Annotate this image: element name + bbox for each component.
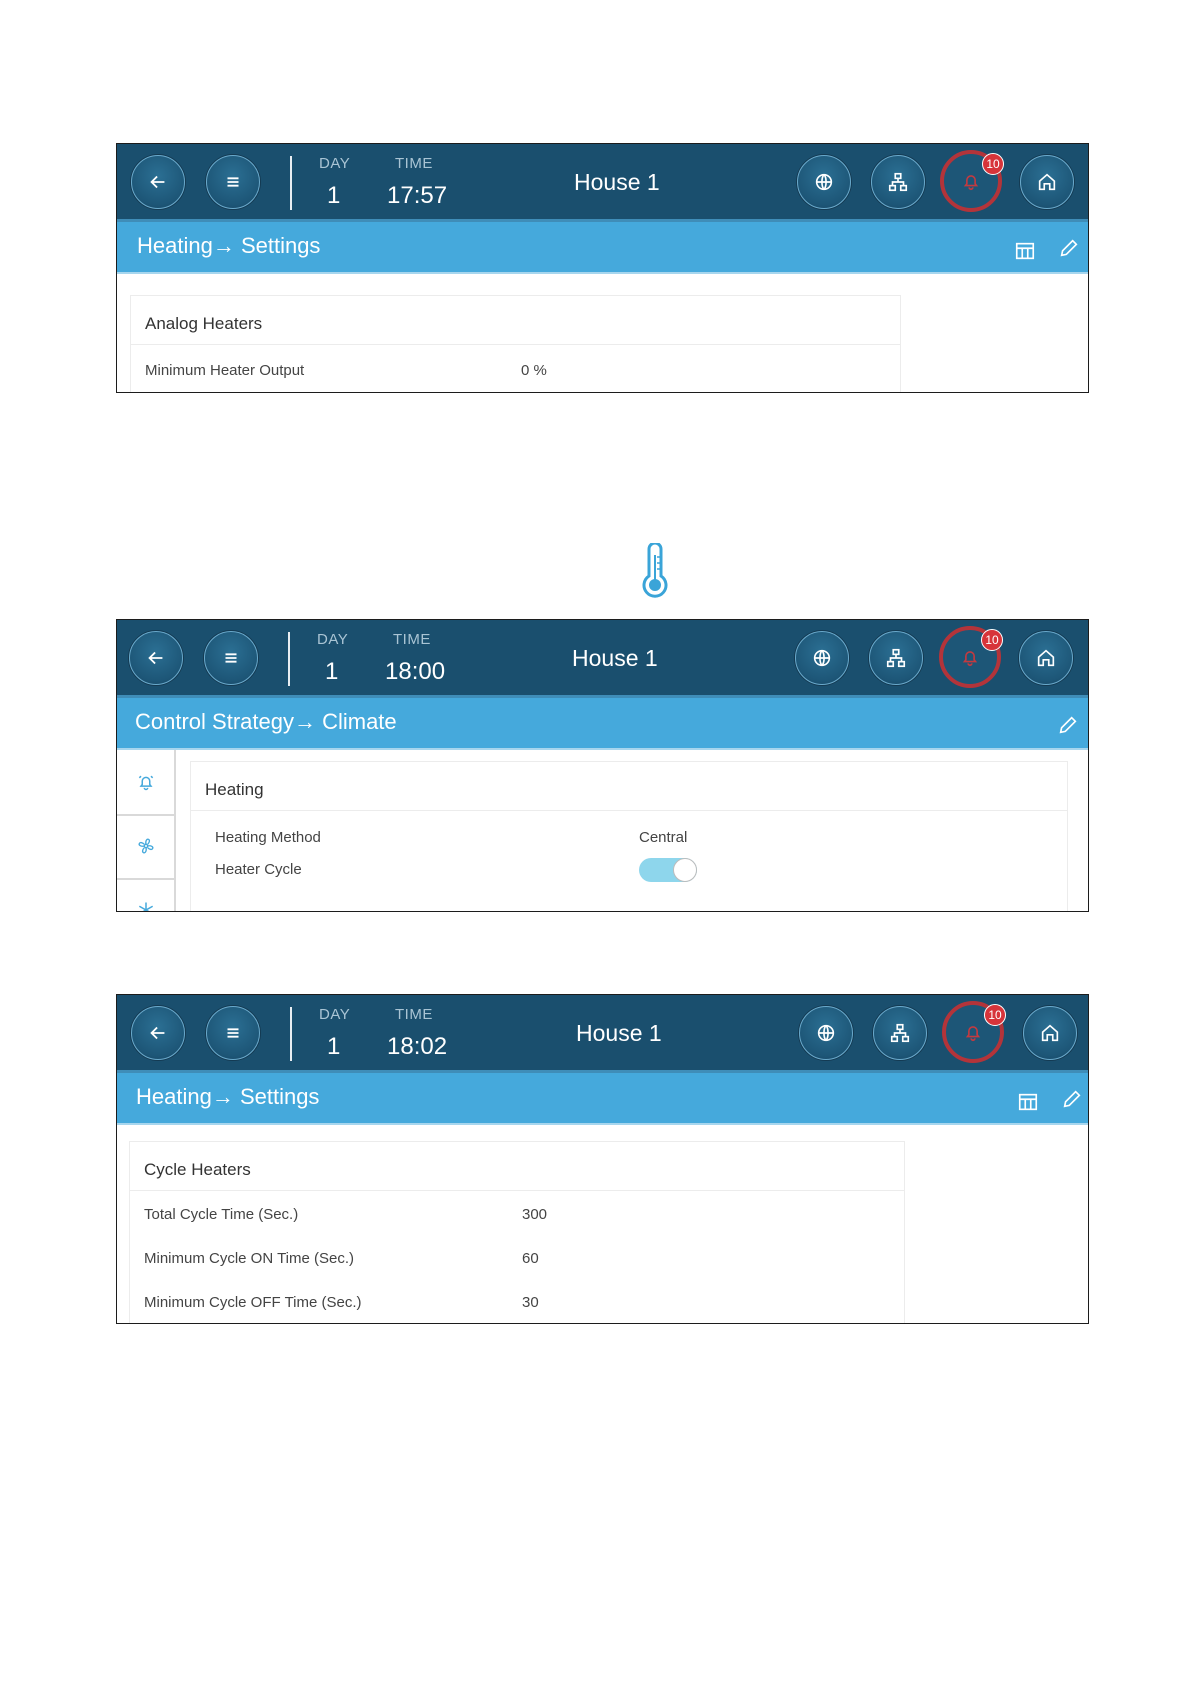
section-title: Heating	[205, 780, 264, 799]
time-label: TIME	[393, 631, 431, 648]
breadcrumb-bar	[117, 1073, 1088, 1125]
divider	[288, 632, 290, 686]
screenshot-control-strategy-climate	[116, 619, 1089, 912]
menu-icon	[220, 647, 242, 669]
row-label: Heating Method	[215, 829, 321, 846]
edit-pencil-icon[interactable]	[1058, 237, 1080, 259]
alarm-bell-icon	[962, 1021, 984, 1043]
home-icon	[1039, 1022, 1061, 1044]
menu-button[interactable]	[206, 155, 260, 209]
alarm-count-badge: 10	[981, 629, 1003, 651]
row-value[interactable]: 30	[522, 1294, 539, 1311]
section-title: Analog Heaters	[145, 314, 263, 333]
day-value: 1	[327, 1033, 341, 1060]
top-bar	[117, 995, 1088, 1073]
home-button[interactable]	[1023, 1006, 1077, 1060]
divider	[290, 1007, 292, 1061]
time-value: 18:00	[385, 658, 446, 685]
table-view-icon[interactable]	[1017, 1091, 1039, 1113]
menu-button[interactable]	[204, 631, 258, 685]
back-button[interactable]	[131, 155, 185, 209]
time-label: TIME	[395, 1006, 433, 1023]
sidebar-item-fans[interactable]	[117, 814, 174, 880]
screenshot-heating-settings-analog	[116, 143, 1089, 393]
sidebar-item-cooling[interactable]	[117, 878, 174, 912]
settings-card	[130, 295, 901, 393]
breadcrumb: Control Strategy→ Climate	[135, 709, 397, 734]
breadcrumb-bar	[117, 698, 1088, 750]
row-label: Heater Cycle	[215, 861, 302, 878]
network-button[interactable]	[871, 155, 925, 209]
breadcrumb: Heating→ Settings	[137, 233, 321, 258]
row-label: Minimum Cycle ON Time (Sec.)	[144, 1250, 355, 1267]
day-label: DAY	[317, 631, 349, 648]
network-button[interactable]	[873, 1006, 927, 1060]
snowflake-icon	[136, 900, 156, 912]
divider	[290, 156, 292, 210]
house-title: House 1	[574, 169, 660, 195]
day-value: 1	[327, 182, 341, 209]
settings-card	[129, 1141, 905, 1324]
network-button[interactable]	[869, 631, 923, 685]
fan-icon	[136, 836, 156, 856]
house-title: House 1	[576, 1020, 662, 1046]
globe-button[interactable]	[799, 1006, 853, 1060]
card-divider	[191, 810, 1067, 811]
back-button[interactable]	[129, 631, 183, 685]
edit-pencil-icon[interactable]	[1061, 1088, 1083, 1110]
network-icon	[885, 647, 907, 669]
row-value[interactable]: Central	[639, 829, 688, 846]
network-icon	[889, 1022, 911, 1044]
menu-icon	[222, 171, 244, 193]
home-button[interactable]	[1020, 155, 1074, 209]
row-label: Total Cycle Time (Sec.)	[144, 1206, 299, 1223]
breadcrumb: Heating→ Settings	[136, 1084, 320, 1109]
house-title: House 1	[572, 645, 658, 671]
network-icon	[887, 171, 909, 193]
alarm-bell-icon	[960, 170, 982, 192]
alarm-count-badge: 10	[982, 153, 1004, 175]
toggle-knob	[673, 858, 697, 882]
day-label: DAY	[319, 1006, 351, 1023]
arrow-left-icon	[147, 1022, 169, 1044]
heater-cycle-toggle[interactable]	[639, 858, 697, 882]
time-label: TIME	[395, 155, 433, 172]
breadcrumb-bar	[117, 222, 1088, 274]
menu-button[interactable]	[206, 1006, 260, 1060]
home-button[interactable]	[1019, 631, 1073, 685]
section-title: Cycle Heaters	[144, 1160, 251, 1179]
alarm-count-badge: 10	[984, 1004, 1006, 1026]
thermometer-icon	[638, 543, 672, 599]
alarm-bell-icon	[959, 646, 981, 668]
edit-pencil-icon[interactable]	[1057, 714, 1079, 736]
category-sidebar	[117, 750, 176, 911]
sidebar-item-alarms[interactable]	[117, 750, 174, 816]
top-bar	[117, 620, 1088, 698]
globe-button[interactable]	[797, 155, 851, 209]
screenshot-heating-settings-cycle	[116, 994, 1089, 1324]
card-divider	[130, 1190, 904, 1191]
row-value[interactable]: 300	[522, 1206, 548, 1223]
row-label: Minimum Heater Output	[145, 362, 305, 379]
row-label: Minimum Cycle OFF Time (Sec.)	[144, 1294, 362, 1311]
table-view-icon[interactable]	[1014, 240, 1036, 262]
back-button[interactable]	[131, 1006, 185, 1060]
heating-card	[190, 761, 1068, 912]
globe-button[interactable]	[795, 631, 849, 685]
top-bar	[117, 144, 1088, 222]
alarm-bell-icon	[136, 772, 156, 792]
day-label: DAY	[319, 155, 351, 172]
menu-icon	[222, 1022, 244, 1044]
time-value: 17:57	[387, 182, 448, 209]
time-value: 18:02	[387, 1033, 448, 1060]
globe-icon	[811, 647, 833, 669]
home-icon	[1035, 647, 1057, 669]
arrow-left-icon	[145, 647, 167, 669]
row-value[interactable]: 60	[522, 1250, 539, 1267]
arrow-left-icon	[147, 171, 169, 193]
card-divider	[131, 344, 900, 345]
day-value: 1	[325, 658, 339, 685]
home-icon	[1036, 171, 1058, 193]
row-value[interactable]: 0 %	[521, 362, 547, 379]
globe-icon	[815, 1022, 837, 1044]
globe-icon	[813, 171, 835, 193]
